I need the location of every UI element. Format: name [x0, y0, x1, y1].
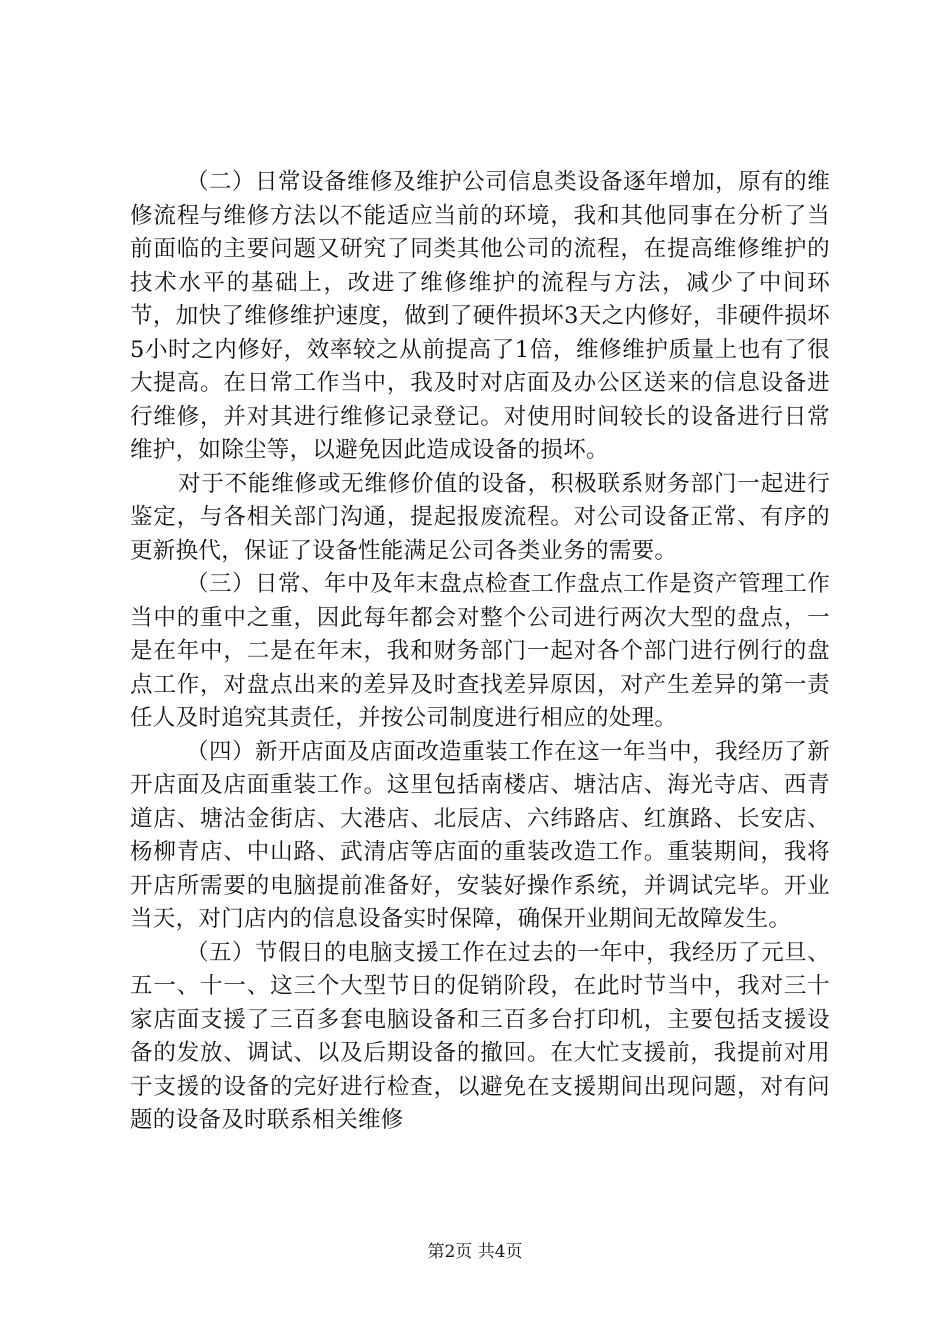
page-footer: 第2页 共4页	[427, 1242, 523, 1262]
paragraph-store-renovation: （四）新开店面及店面改造重装工作在这一年当中，我经历了新开店面及店面重装工作。这里包括南楼店、塘沽店、海光寺店、西青道店、塘沽金街店、大港店、北辰店、六纬路店、红旗路、长安店、杨柳青店、中山路、武清店等店面的重装改造工作。重装期间，我将开店所需要的电脑提前准备好，安装好操作系统，并调试完毕。开业当天，对门店内的信息设备实时保障，确保开业期间无故障发生。	[130, 738, 830, 932]
paragraph-holiday-support: （五）节假日的电脑支援工作在过去的一年中，我经历了元旦、五一、十一、这三个大型节日的促销阶段，在此时节当中，我对三十家店面支援了三百多套电脑设备和三百多台打印机，主要包括支援设备的发放、调试、以及后期设备的撤回。在大忙支援前，我提前对用于支援的设备的完好进行检查，以避免在支援期间出现问题，对有问题的设备及时联系相关维修	[130, 939, 830, 1133]
document-body	[130, 166, 830, 1138]
paragraph-disposal: 对于不能维修或无维修价值的设备，积极联系财务部门一起进行鉴定，与各相关部门沟通，提起报废流程。对公司设备正常、有序的更新换代，保证了设备性能满足公司各类业务的需要。	[130, 470, 830, 564]
paragraph-inventory: （三）日常、年中及年末盘点检查工作盘点工作是资产管理工作当中的重中之重，因此每年都会对整个公司进行两次大型的盘点，一是在年中，二是在年末，我和财务部门一起对各个部门进行例行的盘点工作，对盘点出来的差异及时查找差异原因，对产生差异的第一责任人及时追究其责任，并按公司制度进行相应的处理。	[130, 571, 830, 731]
paragraph-maintenance: （二）日常设备维修及维护公司信息类设备逐年增加，原有的维修流程与维修方法以不能适应当前的环境，我和其他同事在分析了当前面临的主要问题又研究了同类其他公司的流程，在提高维修维护的技术水平的基础上，改进了维修维护的流程与方法，减少了中间环节，加快了维修维护速度，做到了硬件损坏3天之内修好，非硬件损坏5小时之内修好，效率较之从前提高了1倍，维修维护质量上也有了很大提高。在日常工作当中，我及时对店面及办公区送来的信息设备进行维修，并对其进行维修记录登记。对使用时间较长的设备进行日常维护，如除尘等，以避免因此造成设备的损坏。	[130, 169, 830, 463]
